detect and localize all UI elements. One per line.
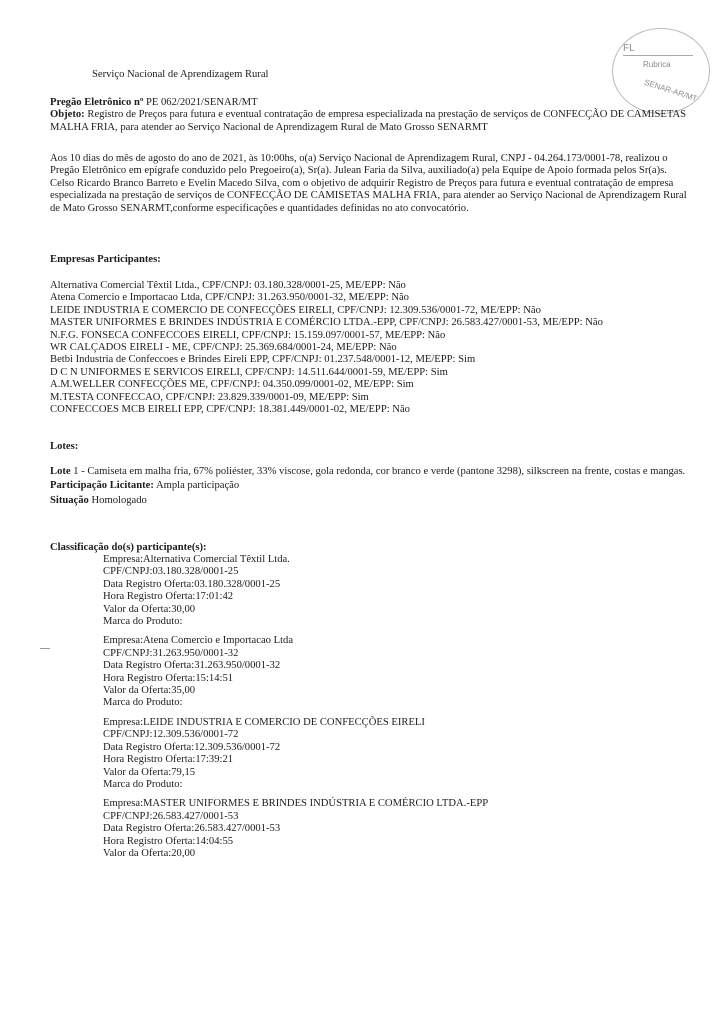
empresa-item: A.M.WELLER CONFECÇÕES ME, CPF/CNPJ: 04.350.099/0001-02, ME/EPP: Sim [50,379,414,391]
entry-hora: Hora Registro Oferta:15:14:51 [103,672,234,684]
entry-marca: Marca do Produto: [103,778,183,790]
participacao-value: Ampla participação [155,480,240,492]
margin-mark [40,648,50,649]
stamp-signature-line [623,55,693,56]
entry-valor: Valor da Oferta:30,00 [103,603,196,615]
entry-empresa: Empresa:MASTER UNIFORMES E BRINDES INDÚSTRIA E COMÉRCIO LTDA.-EPP [103,798,489,810]
lote-text: 1 - Camiseta em malha fria, 67% poliéster, 33% viscose, gola redonda, cor branco e verde (pantone 3298), silkscreen na frente, costas e mangas. [70,466,686,477]
empresa-item: Alternativa Comercial Têxtil Ltda., CPF/CNPJ: 03.180.328/0001-25, ME/EPP: Não [50,280,406,291]
entry-data: Data Registro Oferta:31.263.950/0001-32 [103,660,281,672]
empresas-list [50,280,690,416]
participacao-label: Participação Licitante: [50,480,154,492]
entry-hora: Hora Registro Oferta:14:04:55 [103,835,234,847]
entry-valor: Valor da Oferta:79,15 [103,766,196,778]
lote-block [50,466,690,507]
entry-empresa: Empresa:Alternativa Comercial Têxtil Ltda. [103,554,290,565]
intro-paragraph: Aos 10 dias do mês de agosto do ano de 2021, às 10:00hs, o(a) Serviço Nacional de Aprendizagem Rural, CNPJ - 04.264.173/0001-78, realizou o Pregão Eletrônico em epígrafe conduzido pelo Pregoeiro(a), Sr(a). Julean Faria da Silva, auxiliado(a) pela Equipe de Apoio formada pelos Sr(a)s. Celso Ricardo Branco Barreto e Evelin Macedo Silva, com o objetivo de adquirir Registro de Preços para futura e eventual contratação de empresa especializada na prestação de serviços de CONFECÇÃO DE CAMISETAS MALHA FRIA, para atender ao Serviço Nacional de Aprendizagem Rural de Mato Grosso SENARMT,conforme especificações e quantidades definidas no ato convocatório. [50,153,687,214]
stamp-fl: FL [623,43,635,54]
situacao-value: Homologado [91,494,147,506]
stamp-org: SENAR-AR/MT [643,77,699,104]
entry-data: Data Registro Oferta:26.583.427/0001-53 [103,823,281,835]
empresa-item: N.F.G. FONSECA CONFECCOES EIRELI, CPF/CNPJ: 15.159.097/0001-57, ME/EPP: Não [50,329,446,341]
situacao-label: Situação [50,494,89,506]
empresas-heading: Empresas Participantes: [50,254,161,265]
empresa-item: CONFECCOES MCB EIRELI EPP, CPF/CNPJ: 18.381.449/0001-02, ME/EPP: Não [50,404,410,416]
title-block [50,97,690,134]
lotes-heading: Lotes: [50,441,79,452]
classificacao-list [103,554,683,867]
objeto-line [50,109,690,134]
lote-label: Lote [50,466,71,477]
empresa-item: MASTER UNIFORMES E BRINDES INDÚSTRIA E COMÉRCIO LTDA.-EPP, CPF/CNPJ: 26.583.427/0001-53, ME/EPP: Não [50,317,603,329]
stamp-rubrica: Rubrica [643,60,671,69]
empresa-item: M.TESTA CONFECCAO, CPF/CNPJ: 23.829.339/0001-09, ME/EPP: Sim [50,391,369,403]
entry-hora: Hora Registro Oferta:17:01:42 [103,591,234,603]
entry-valor: Valor da Oferta:20,00 [103,847,196,859]
participacao-line [50,480,690,492]
objeto-text: Registro de Preços para futura e eventual contratação de empresa especializada na prestação de serviços de CONFECÇÃO DE CAMISETAS MALHA FRIA, para atender ao Serviço Nacional de Aprendizagem Rural de Mato Grosso SENARMT [50,109,687,133]
entry-empresa: Empresa:LEIDE INDUSTRIA E COMERCIO DE CONFECÇÕES EIRELI [103,716,425,728]
empresa-item: D C N UNIFORMES E SERVICOS EIRELI, CPF/CNPJ: 14.511.644/0001-59, ME/EPP: Sim [50,366,448,378]
lote-description [50,466,690,478]
pregao-number: PE 062/2021/SENAR/MT [146,97,258,108]
classificacao-entry [103,635,683,709]
empresa-item: Atena Comercio e Importacao Ltda, CPF/CNPJ: 31.263.950/0001-32, ME/EPP: Não [50,292,409,304]
pregao-label: Pregão Eletrônico nº [50,97,144,108]
classificacao-heading: Classificação do(s) participante(s): [50,542,207,553]
entry-cnpj: CPF/CNPJ:12.309.536/0001-72 [103,729,239,741]
empresa-item: WR CALÇADOS EIRELI - ME, CPF/CNPJ: 25.369.684/0001-24, ME/EPP: Não [50,342,397,354]
entry-data: Data Registro Oferta:03.180.328/0001-25 [103,578,281,590]
entry-valor: Valor da Oferta:35,00 [103,685,196,697]
entry-marca: Marca do Produto: [103,697,183,709]
entry-cnpj: CPF/CNPJ:03.180.328/0001-25 [103,566,239,578]
classificacao-entry [103,554,683,628]
document-header: Serviço Nacional de Aprendizagem Rural [92,69,269,80]
entry-hora: Hora Registro Oferta:17:39:21 [103,754,234,766]
pregao-line [50,97,690,109]
entry-empresa: Empresa:Atena Comercio e Importacao Ltda [103,635,294,647]
empresa-item: LEIDE INDUSTRIA E COMERCIO DE CONFECÇÕES EIRELI, CPF/CNPJ: 12.309.536/0001-72, ME/EPP: Não [50,304,541,316]
classificacao-entry [103,798,683,860]
entry-marca: Marca do Produto: [103,616,183,628]
classificacao-entry [103,717,683,791]
entry-cnpj: CPF/CNPJ:31.263.950/0001-32 [103,647,239,659]
entry-data: Data Registro Oferta:12.309.536/0001-72 [103,741,281,753]
entry-cnpj: CPF/CNPJ:26.583.427/0001-53 [103,810,239,822]
empresa-item: Betbi Industria de Confeccoes e Brindes Eireli EPP, CPF/CNPJ: 01.237.548/0001-12, ME/EPP: Sim [50,354,476,366]
objeto-label: Objeto: [50,109,85,121]
situacao-line [50,495,690,507]
